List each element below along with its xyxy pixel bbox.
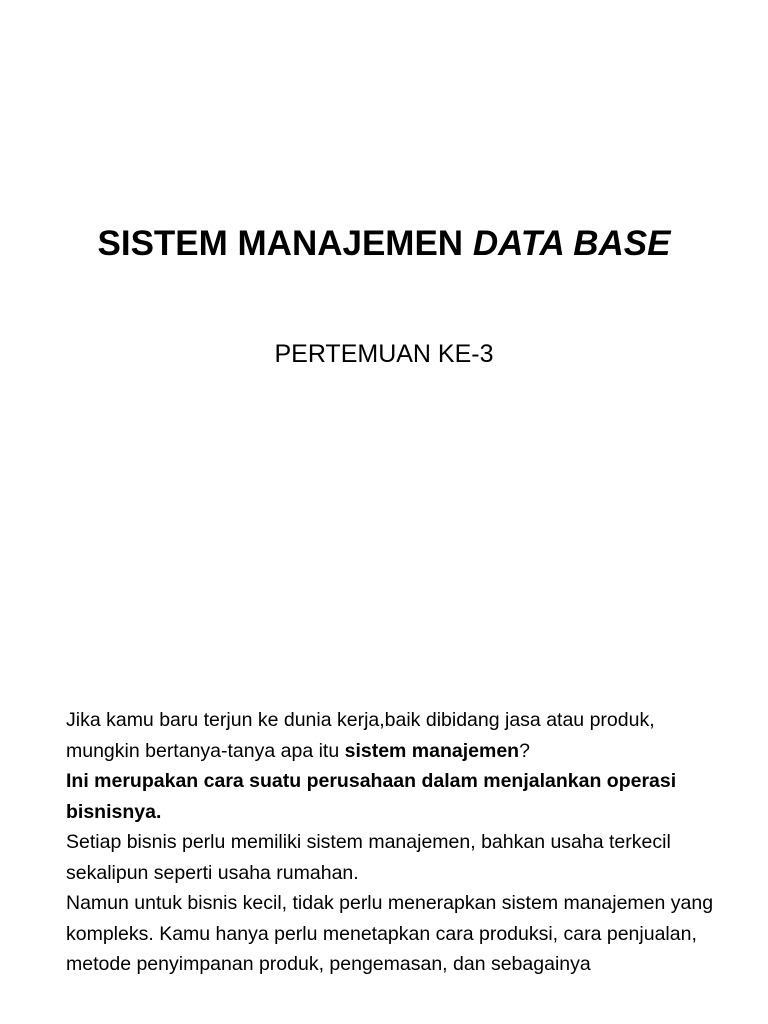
intro-bold-term: sistem manajemen — [344, 739, 520, 762]
body-paragraph-definition — [66, 766, 716, 827]
slide-title-italic: DATA BASE — [472, 224, 671, 263]
slide-subtitle: PERTEMUAN KE-3 — [274, 340, 494, 368]
slide-title — [0, 218, 768, 270]
slide-body-text — [66, 705, 716, 980]
intro-text: Jika kamu baru terjun ke dunia kerja,baik dibidang jasa atau produk, mungkin bertanya-tanya apa itu — [66, 709, 655, 762]
body-paragraph-every-business: Setiap bisnis perlu memiliki sistem manajemen, bahkan usaha terkecil sekalipun seperti usaha rumahan. — [66, 831, 671, 884]
body-paragraph-small-business: Namun untuk bisnis kecil, tidak perlu menerapkan sistem manajemen yang kompleks. Kamu hanya perlu menetapkan cara produksi, cara penjualan, metode penyimpanan produk, pengemasan, dan sebagainya — [66, 892, 714, 975]
intro-question-mark: ? — [519, 739, 530, 762]
definition-bold-text: Ini merupakan cara suatu perusahaan dalam menjalankan operasi bisnisnya. — [66, 770, 677, 823]
body-paragraph-intro — [66, 705, 716, 766]
slide-title-plain: SISTEM MANAJEMEN — [97, 224, 473, 263]
